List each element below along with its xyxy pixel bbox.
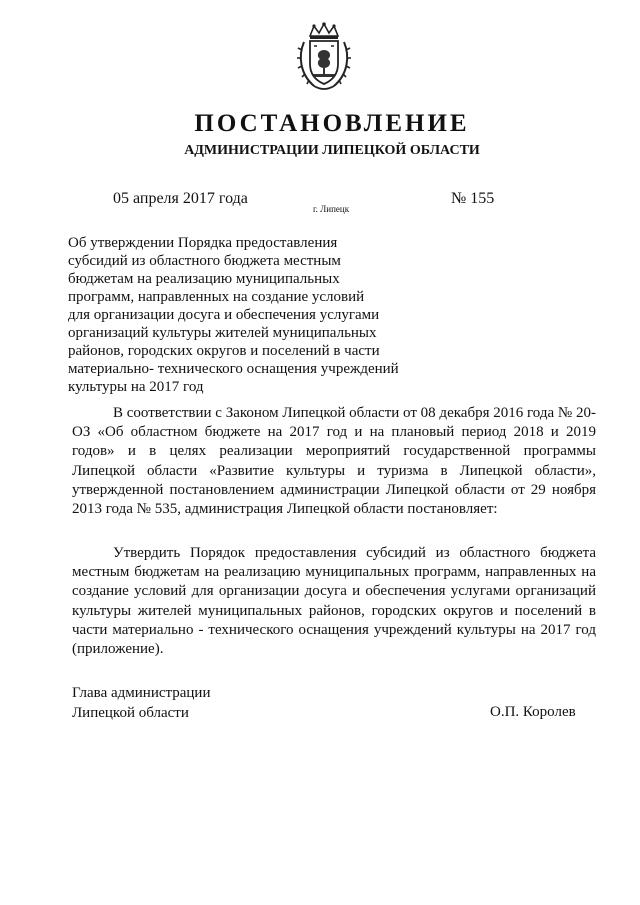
heading-line: для организации досуга и обеспечения услугами xyxy=(68,307,380,323)
signatory-position xyxy=(72,683,210,723)
document-date: 05 апреля 2017 года xyxy=(113,190,248,207)
heading-line: Об утверждении Порядка предоставления xyxy=(68,235,338,251)
heading-line: материально- технического оснащения учреждений xyxy=(68,361,399,377)
coat-of-arms-icon xyxy=(296,22,352,92)
heading-line: районов, городских округов и поселений в части xyxy=(68,343,380,359)
document-subtitle: АДМИНИСТРАЦИИ ЛИПЕЦКОЙ ОБЛАСТИ xyxy=(184,143,480,158)
body-paragraph-preamble: В соответствии с Законом Липецкой области от 08 декабря 2016 года № 20-ОЗ «Об областном бюджете на 2017 год и на плановый период 2018 и 2019 годов» и в целях реализации мероприятий государственной программы Липецкой области «Развитие культуры и туризма в Липецкой области», утвержденной постановлением администрации Липецкой области от 29 ноября 2013 года № 535, администрация Липецкой области постановляет: xyxy=(72,405,596,518)
document-city: г. Липецк xyxy=(313,204,350,214)
signatory-position-line: Липецкой области xyxy=(72,705,189,721)
heading-line: бюджетам на реализацию муниципальных xyxy=(68,271,340,287)
body-paragraph-resolution: Утвердить Порядок предоставления субсидий из областного бюджета местным бюджетам на реализацию муниципальных программ, направленных на создание условий для организации досуга и обеспечения услугами организаций культуры жителей муниципальных районов, городских округов и поселений в части материально - технического оснащения учреждений культуры на 2017 год (приложение). xyxy=(72,545,596,658)
signatory-name: О.П. Королев xyxy=(490,704,576,720)
heading-line: организаций культуры жителей муниципальных xyxy=(68,325,377,341)
document-title: ПОСТАНОВЛЕНИЕ xyxy=(194,110,470,137)
document-number: № 155 xyxy=(451,190,495,207)
heading-line: субсидий из областного бюджета местным xyxy=(68,253,341,269)
heading-line: программ, направленных на создание условий xyxy=(68,289,365,305)
document-heading xyxy=(68,234,408,396)
signatory-position-line: Глава администрации xyxy=(72,685,211,701)
heading-line: культуры на 2017 год xyxy=(68,379,204,395)
